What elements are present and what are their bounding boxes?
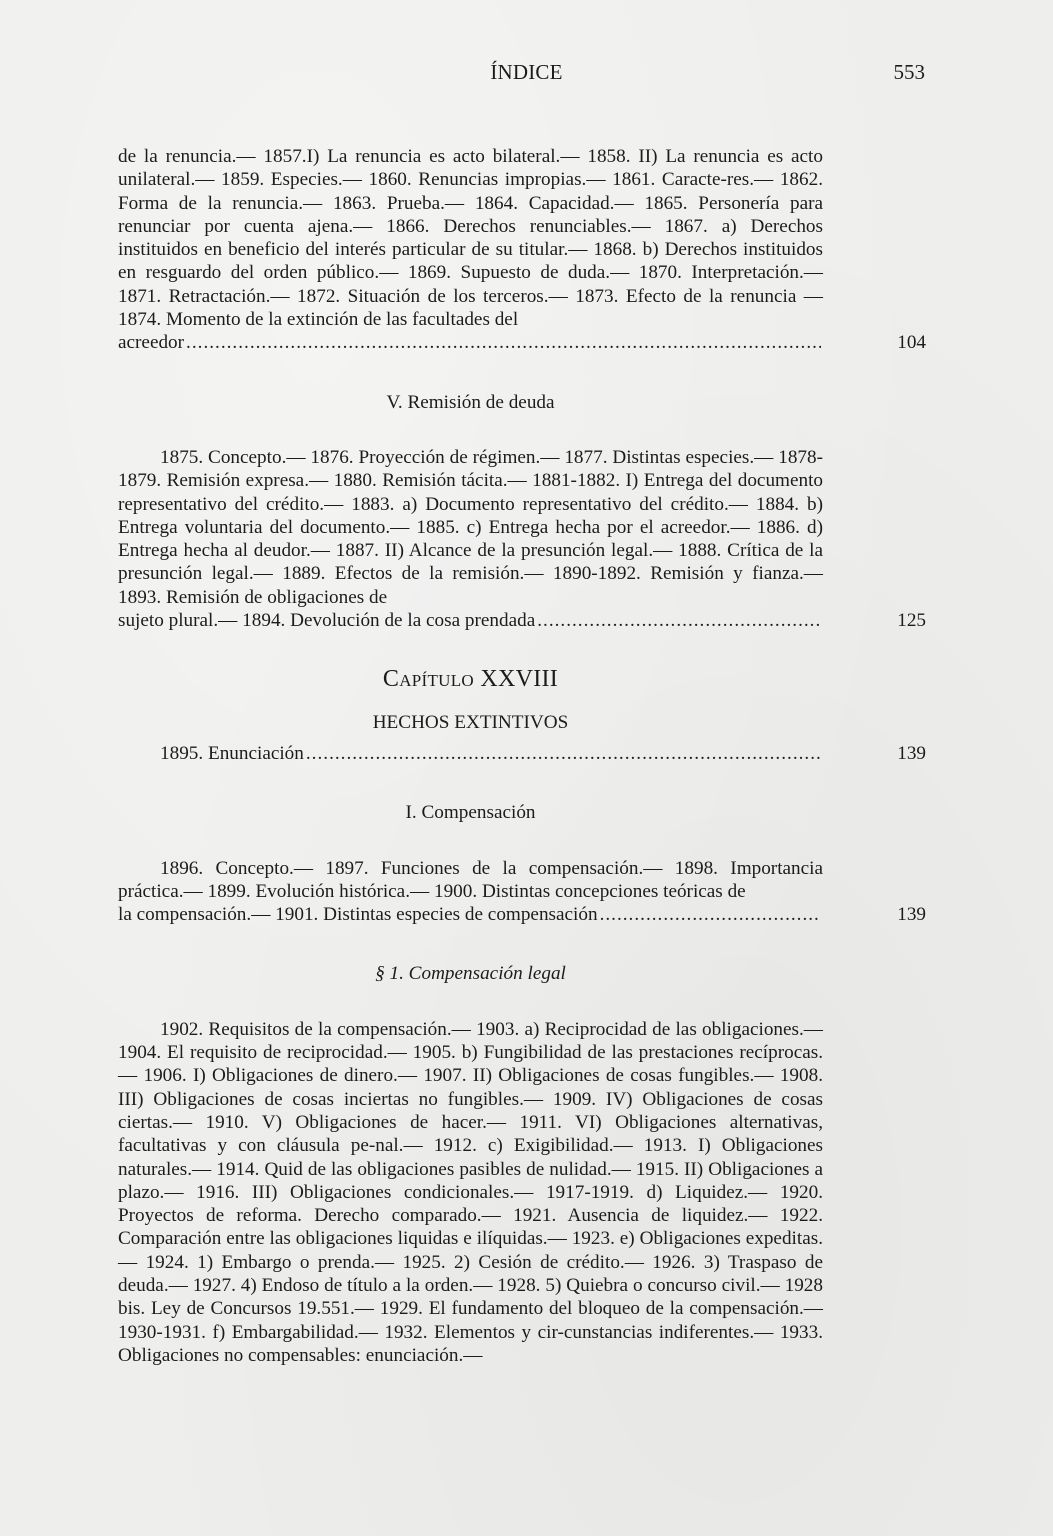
dot-leader bbox=[306, 742, 821, 765]
index-entry-compensacion-legal bbox=[118, 1018, 823, 1367]
entry-text: 1902. Requisitos de la compensación.— 1903. a) Reciprocidad de las obligaciones.— 1904. El requisito de reciprocidad.— 1905. b) Fungibilidad de las prestaciones recíprocas.— 1906. I) Obligaciones de dinero.— 1907. II) Obligaciones de cosas fungibles.— 1908. III) Obligaciones de cosas inciertas no fungibles.— 1909. IV) Obligaciones de cosas ciertas.— 1910. V) Obligaciones de hacer.— 1911. VI) Obligaciones alternativas, facultativas y con cláusula pe-nal.— 1912. c) Exigibilidad.— 1913. I) Obligaciones naturales.— 1914. Quid de las obligaciones pasibles de nulidad.— 1915. II) Obligaciones a plazo.— 1916. III) Obligaciones condicionales.— 1917-1919. d) Liquidez.— 1920. Proyectos de reforma. Derecho comparado.— 1921. Ausencia de liquidez.— 1922. Comparación entre las obligaciones liquidas e ilíquidas.— 1923. e) Obligaciones expeditas.— 1924. 1) Embargo o prenda.— 1925. 2) Cesión de crédito.— 1926. 3) Traspaso de deuda.— 1927. 4) Endoso de título a la orden.— 1928. 5) Quiebra o concurso civil.— 1928 bis. Ley de Concursos 19.551.— 1929. El fundamento del bloqueo de la compensación.— 1930-1931. f) Embargabilidad.— 1932. Elementos y cir-cunstancias indiferentes.— 1933. Obligaciones no compensables: enunciación.— bbox=[118, 1018, 823, 1366]
chapter-title: HECHOS EXTINTIVOS bbox=[372, 711, 569, 733]
dot-leader bbox=[600, 903, 821, 926]
chapter-label: Capítulo bbox=[382, 666, 475, 693]
entry-last-line-text: acreedor bbox=[118, 332, 185, 354]
dot-leader bbox=[186, 331, 821, 354]
section-heading-compensacion: I. Compensación bbox=[405, 802, 536, 824]
running-title: ÍNDICE bbox=[490, 60, 563, 84]
index-entry-remision bbox=[118, 446, 926, 632]
entry-last-line-text: sujeto plural.— 1894. Devolución de la cosa prendada bbox=[118, 610, 536, 632]
dot-leader bbox=[537, 609, 821, 632]
index-entry-renuncia bbox=[118, 145, 926, 355]
entry-last-line-text: 1895. Enunciación bbox=[160, 742, 304, 764]
entry-last-line bbox=[118, 903, 926, 926]
entry-page-ref[interactable]: 139 bbox=[897, 742, 926, 764]
chapter-heading bbox=[118, 668, 823, 691]
page-number: 553 bbox=[893, 60, 925, 84]
index-content bbox=[118, 145, 926, 1367]
entry-last-line bbox=[118, 331, 926, 354]
entry-last-line bbox=[118, 609, 926, 632]
entry-last-line-text: la compensación.— 1901. Distintas especies de compensación bbox=[118, 904, 598, 926]
entry-page-ref[interactable]: 104 bbox=[897, 332, 926, 354]
subsection-heading-compensacion-legal: § 1. Compensación legal bbox=[375, 963, 566, 985]
entry-page-ref[interactable]: 139 bbox=[897, 904, 926, 926]
entry-text: 1896. Concepto.— 1897. Funciones de la compensación.— 1898. Importancia práctica.— 1899. Evolución histórica.— 1900. Distintas concepciones teóricas de bbox=[118, 857, 823, 902]
index-entry-compensacion bbox=[118, 857, 926, 927]
entry-page-ref[interactable]: 125 bbox=[897, 610, 926, 632]
chapter-numeral: XXVIII bbox=[480, 666, 559, 693]
index-entry-enunciacion bbox=[118, 742, 926, 765]
section-heading-remision: V. Remisión de deuda bbox=[386, 391, 555, 413]
entry-text: de la renuncia.— 1857.I) La renuncia es acto bilateral.— 1858. II) La renuncia es acto unilateral.— 1859. Especies.— 1860. Renuncias impropias.— 1861. Caracte-res.— 1862. Forma de la renuncia.— 1863. Prueba.— 1864. Capacidad.— 1865. Personería para renunciar por cuenta ajena.— 1866. Derechos renunciables.— 1867. a) Derechos instituidos en beneficio del interés particular de su titular.— 1868. b) Derechos instituidos en resguardo del orden público.— 1869. Supuesto de duda.— 1870. Interpretación.— 1871. Retractación.— 1872. Situación de los terceros.— 1873. Efecto de la renuncia — 1874. Momento de la extinción de las facultades del bbox=[118, 146, 823, 331]
entry-last-line bbox=[118, 742, 926, 765]
entry-text: 1875. Concepto.— 1876. Proyección de régimen.— 1877. Distintas especies.— 1878-1879. Remisión expresa.— 1880. Remisión tácita.— 1881-1882. I) Entrega del documento representativo del crédito.— 1883. a) Documento representativo del crédito.— 1884. b) Entrega voluntaria del documento.— 1885. c) Entrega hecha por el acreedor.— 1886. d) Entrega hecha al deudor.— 1887. II) Alcance de la presunción legal.— 1888. Crítica de la presunción legal.— 1889. Efectos de la remisión.— 1890-1892. Remisión y fianza.— 1893. Remisión de obligaciones de bbox=[118, 446, 823, 608]
running-head bbox=[0, 60, 1053, 90]
